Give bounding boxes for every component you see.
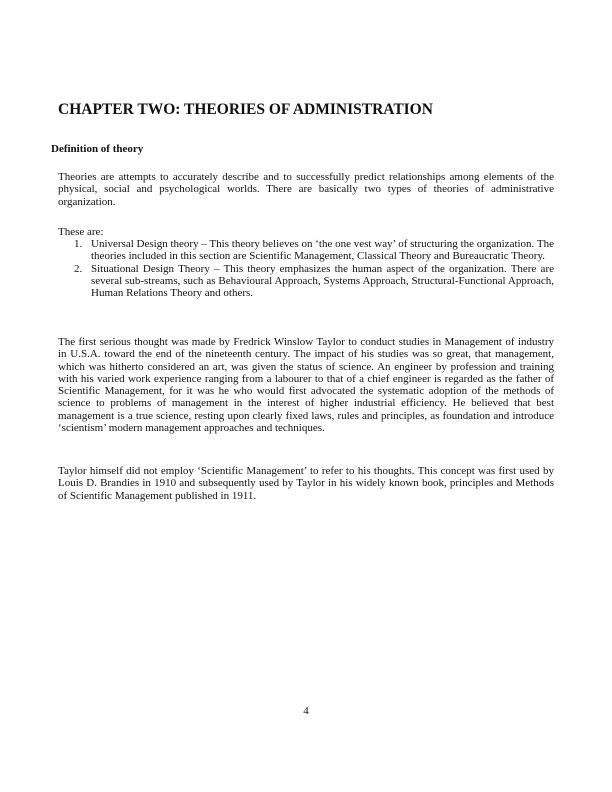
taylor-paragraph: The first serious thought was made by Fredrick Winslow Taylor to conduct studies in Management of industry in U.S.A. toward the end of the nineteenth century. The impact of his studies was so great, that management, which was hitherto considered an art, was given the status of science. An engineer by profession and training with his varied work experience ranging from a labourer to that of a chief engineer is regarded as the father of Scientific Management, for it was he who would first advocated the systematic adoption of the methods of science to problems of management in the interest of higher industrial efficiency. He believed that best management is a true science, resting upon clearly fixed laws, rules and principles, as foundation and introduce ‘scientism’ modern management approaches and techniques. bbox=[58, 336, 554, 435]
list-item bbox=[74, 263, 554, 300]
theory-types-list bbox=[74, 238, 554, 299]
list-item-text: Universal Design theory – This theory believes on ‘the one vest way’ of structuring the organization. The theories included in this section are Scientific Management, Classical Theory and Bureaucratic Theory. bbox=[91, 238, 554, 263]
page-number: 4 bbox=[303, 705, 309, 717]
list-item-number: 1. bbox=[74, 238, 83, 250]
list-item-number: 2. bbox=[74, 262, 83, 275]
list-item-text: Situational Design Theory – This theory emphasizes the human aspect of the organization. There are several sub-streams, such as Behavioural Approach, Systems Approach, Structural-Functional Approach, Human Relations Theory and others. bbox=[91, 262, 554, 300]
list-intro: These are: bbox=[58, 226, 104, 238]
scientific-management-paragraph: Taylor himself did not employ ‘Scientific Management’ to refer to his thoughts. This concept was first used by Louis D. Brandies in 1910 and subsequently used by Taylor in his widely known book, principles and Methods of Scientific Management published in 1911. bbox=[58, 465, 554, 502]
definition-paragraph: Theories are attempts to accurately describe and to successfully predict relationships among elements of the physical, social and psychological worlds. There are basically two types of theories of administrative organization. bbox=[58, 171, 554, 208]
section-heading: Definition of theory bbox=[51, 143, 144, 155]
chapter-title: CHAPTER TWO: THEORIES OF ADMINISTRATION bbox=[58, 101, 433, 118]
list-item bbox=[74, 238, 554, 263]
